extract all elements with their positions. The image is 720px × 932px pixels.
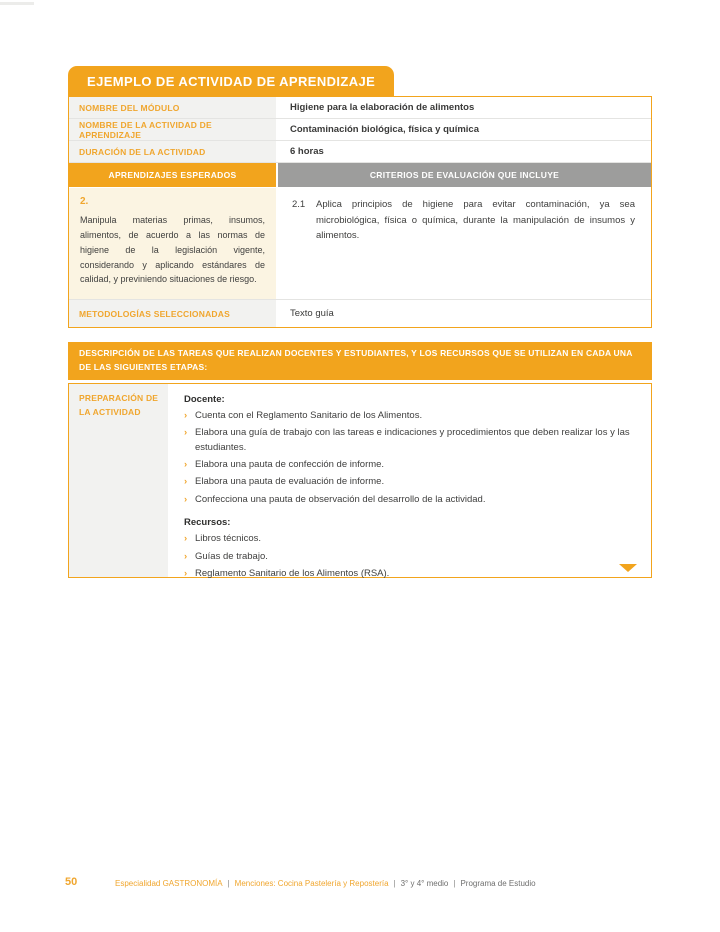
activity-name-label: NOMBRE DE LA ACTIVIDAD DE APRENDIZAJE <box>69 119 278 140</box>
activity-info-table <box>68 96 652 328</box>
docente-item-text: Elabora una pauta de evaluación de informe. <box>195 476 385 488</box>
tasks-description-banner: DESCRIPCIÓN DE LAS TAREAS QUE REALIZAN DOCENTES Y ESTUDIANTES, Y LOS RECURSOS QUE SE UTILIZAN EN CADA UNA DE LAS SIGUIENTES ETAPAS: <box>68 342 652 380</box>
footer-specialty: Especialidad GASTRONOMÍA <box>115 879 223 888</box>
docente-item <box>184 426 635 455</box>
preparation-stage-label: PREPARACIÓN DE LA ACTIVIDAD <box>69 384 170 577</box>
preparation-table <box>68 383 652 578</box>
preparation-content-cell <box>170 384 651 577</box>
docente-item-text: Confecciona una pauta de observación del desarrollo de la actividad. <box>195 493 486 505</box>
expected-learnings-header: APRENDIZAJES ESPERADOS <box>69 163 278 187</box>
recurso-item <box>184 532 635 547</box>
docente-item-text: Elabora una pauta de confección de informe. <box>195 459 385 471</box>
duration-value: 6 horas <box>290 146 324 157</box>
expected-learning-text: Manipula materias primas, insumos, alimentos, de acuerdo a las normas de higiene de la legislación vigente, considerando y aplicando estándares de calidad, y previniendo situaciones de riesgo. <box>80 215 265 285</box>
docente-heading: Docente: <box>184 394 225 405</box>
chevron-bullet-icon: › <box>184 567 188 579</box>
evaluation-criteria-header: CRITERIOS DE EVALUACIÓN QUE INCLUYE <box>278 163 651 187</box>
footer-grade-level: 3° y 4° medio <box>400 879 449 888</box>
docente-item <box>184 458 635 473</box>
docente-item <box>184 475 635 490</box>
footer-program-name: Programa de Estudio <box>460 879 536 888</box>
expectations-header-row <box>69 163 651 188</box>
docente-item-text: Elabora una guía de trabajo con las tareas e indicaciones y procedimientos que deben realizar los y las estudiantes. <box>195 427 630 453</box>
continuation-arrow-icon <box>619 564 637 572</box>
module-name-label: NOMBRE DEL MÓDULO <box>69 97 278 118</box>
methodology-value: Texto guía <box>290 308 334 320</box>
expectations-body-row <box>69 188 651 300</box>
criterion-text: Aplica principios de higiene para evitar contaminación, ya sea microbiológica, física o química, durante la manipulación de insumos y alimentos. <box>316 199 635 242</box>
chevron-bullet-icon: › <box>184 410 188 421</box>
activity-example-title: EJEMPLO DE ACTIVIDAD DE APRENDIZAJE <box>87 73 376 89</box>
evaluation-criteria-cell <box>278 188 651 299</box>
duration-label: DURACIÓN DE LA ACTIVIDAD <box>69 141 278 162</box>
chevron-bullet-icon: › <box>184 493 188 505</box>
recurso-item-text: Guías de trabajo. <box>195 550 268 562</box>
chevron-bullet-icon: › <box>184 550 188 562</box>
footer-separator: | <box>393 879 396 888</box>
footer-separator: | <box>227 879 230 888</box>
recursos-heading: Recursos: <box>184 517 231 529</box>
methodology-label: METODOLOGÍAS SELECCIONADAS <box>69 300 278 327</box>
expected-learning-number: 2. <box>80 196 89 207</box>
docente-item <box>184 409 635 424</box>
table-row-methodology <box>69 300 651 327</box>
criterion-number: 2.1 <box>292 199 306 210</box>
chevron-bullet-icon: › <box>184 533 188 545</box>
table-row-module-name <box>69 97 651 119</box>
recurso-item <box>184 567 635 582</box>
activity-example-tab <box>68 66 394 96</box>
table-row-activity-name <box>69 119 651 141</box>
docente-item-text: Cuenta con el Reglamento Sanitario de los Alimentos. <box>195 410 423 421</box>
recurso-item <box>184 550 635 565</box>
chevron-bullet-icon: › <box>184 427 188 439</box>
expected-learning-cell <box>69 188 278 299</box>
chevron-bullet-icon: › <box>184 459 188 471</box>
criterion-item <box>292 197 635 244</box>
footer-breadcrumb <box>115 879 536 888</box>
module-name-value: Higiene para la elaboración de alimentos <box>290 102 475 113</box>
recurso-item-text: Libros técnicos. <box>195 533 262 545</box>
docente-item <box>184 493 635 508</box>
page-footer <box>0 876 720 892</box>
page-number: 50 <box>65 876 78 888</box>
activity-name-value: Contaminación biológica, física y química <box>290 124 479 135</box>
scan-edge-artifact <box>0 2 34 5</box>
table-row-duration <box>69 141 651 163</box>
footer-separator: | <box>453 879 456 888</box>
recurso-item-text: Reglamento Sanitario de los Alimentos (RSA). <box>195 567 390 579</box>
footer-mentions: Menciones: Cocina Pastelería y Repostería <box>234 879 389 888</box>
chevron-bullet-icon: › <box>184 476 188 488</box>
